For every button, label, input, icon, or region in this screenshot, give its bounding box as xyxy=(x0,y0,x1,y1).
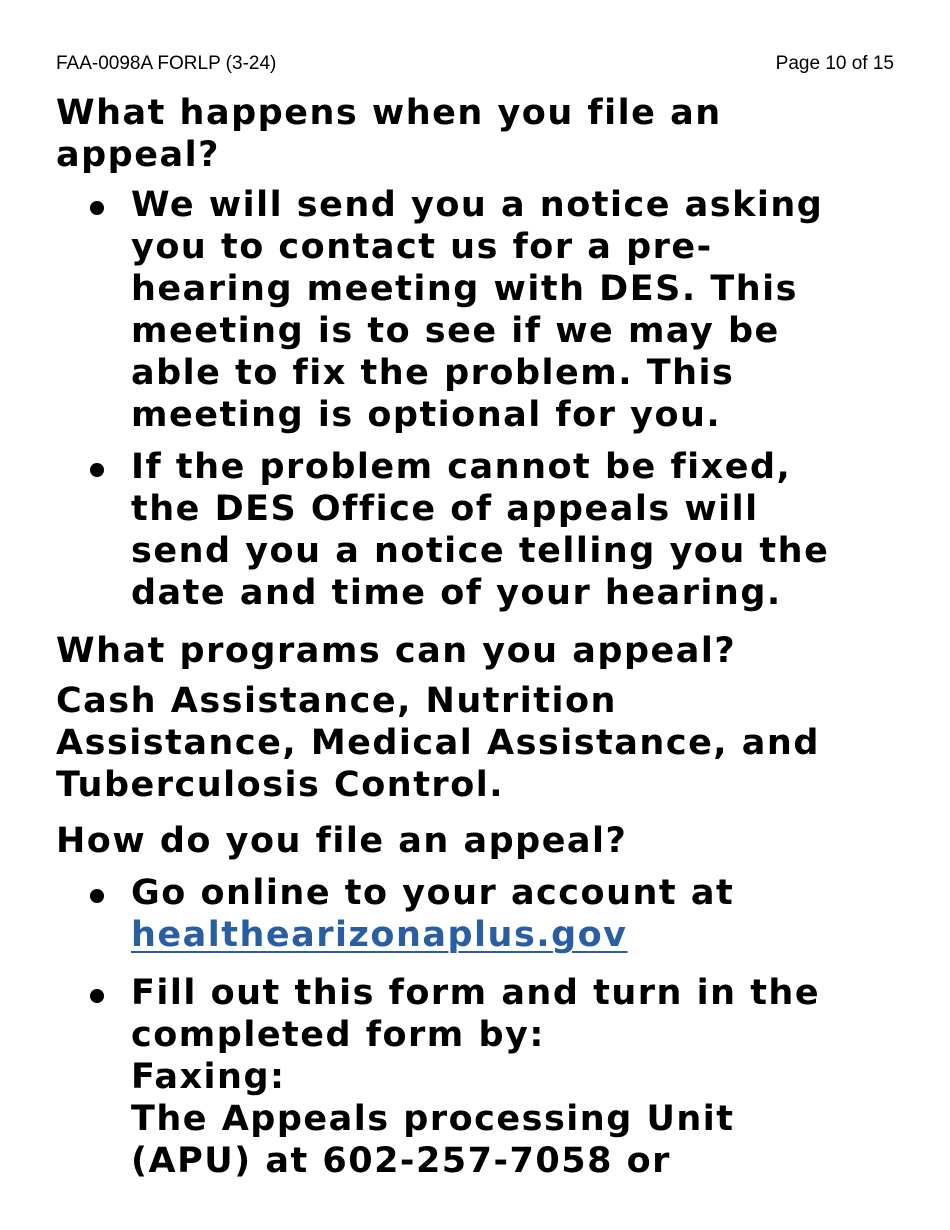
text-line: completed form by: xyxy=(131,1015,545,1055)
list-item xyxy=(56,184,876,436)
text-line: Go online to your account at xyxy=(131,873,735,913)
text-line: meeting is optional for you. xyxy=(131,395,722,435)
heading-what-happens xyxy=(56,92,876,176)
text-line: We will send you a notice asking xyxy=(131,185,824,225)
filing-methods-list xyxy=(56,872,876,1182)
text-line: Fill out this form and turn in the xyxy=(131,973,821,1013)
list-item xyxy=(56,972,876,1182)
text-line: able to fix the problem. This xyxy=(131,353,735,393)
text-line: (APU) at 602-257-7058 or xyxy=(131,1141,671,1181)
text-line: you to contact us for a pre- xyxy=(131,227,713,267)
page-header xyxy=(56,52,894,76)
text-line: Assistance, Medical Assistance, and xyxy=(56,723,820,763)
heading-line: appeal? xyxy=(56,135,220,175)
bullet-icon xyxy=(90,201,104,215)
text-line: meeting is to see if we may be xyxy=(131,311,780,351)
text-line: hearing meeting with DES. This xyxy=(131,269,798,309)
heading-line: What happens when you file an xyxy=(56,93,722,133)
appeal-process-list xyxy=(56,184,876,614)
text-line: send you a notice telling you the xyxy=(131,531,830,571)
page-number: Page 10 of 15 xyxy=(775,53,894,74)
form-id: FAA-0098A FORLP (3-24) xyxy=(56,53,277,74)
heading-what-programs: What programs can you appeal? xyxy=(56,631,737,671)
bullet-icon xyxy=(90,989,104,1003)
text-line: Cash Assistance, Nutrition xyxy=(56,681,617,721)
programs-text xyxy=(56,680,876,806)
list-item xyxy=(56,872,876,956)
link-line xyxy=(131,914,876,956)
heading-how-to-file: How do you file an appeal? xyxy=(56,821,628,861)
text-line: the DES Office of appeals will xyxy=(131,489,759,529)
text-line: Faxing: xyxy=(131,1057,286,1097)
bullet-icon xyxy=(90,463,104,477)
document-body xyxy=(56,92,876,1182)
text-line: The Appeals processing Unit xyxy=(131,1099,735,1139)
bullet-icon xyxy=(90,889,104,903)
text-line: If the problem cannot be fixed, xyxy=(131,447,792,487)
list-item xyxy=(56,446,876,614)
text-line: date and time of your hearing. xyxy=(131,573,782,613)
text-line: Tuberculosis Control. xyxy=(56,765,505,805)
healthearizonaplus-link[interactable]: healthearizonaplus.gov xyxy=(131,915,628,955)
